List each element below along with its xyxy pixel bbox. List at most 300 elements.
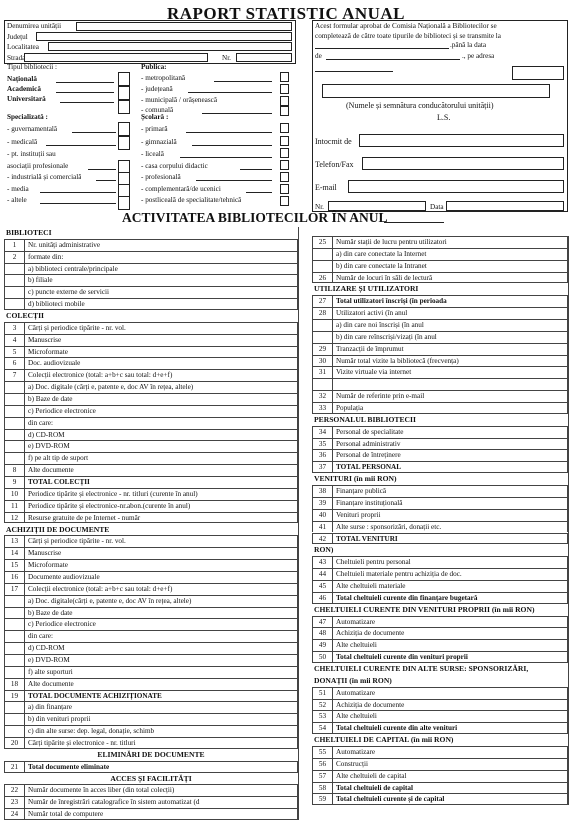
row-number: 29 [313,344,333,355]
left-table-row [4,595,298,607]
row-number: 28 [313,308,333,319]
right-table-row [312,592,568,604]
school-label: Școlară : [141,114,169,121]
type-national-checkbox[interactable] [118,72,130,86]
right-table-row [312,236,568,248]
row-label: Nr. unități administrative [28,240,101,249]
row-number [5,596,25,607]
right-table-row [312,248,568,260]
left-table-row [4,690,298,702]
library-type-label: Tipul bibliotecii : [7,64,58,71]
row-label: Populația [336,404,364,413]
spec-associations: asociații profesionale [7,163,69,170]
left-table-row [4,452,298,464]
row-label: b) din care reînscriși/vizați (în anul [336,332,437,341]
spec-checkbox-2[interactable] [118,136,130,150]
row-number: 25 [313,237,333,248]
left-table-row [4,808,298,820]
school-professional: - profesională [141,174,181,181]
row-number [5,430,25,441]
row-label: Alte documente [28,679,74,688]
row-label: Număr documente în acces liber (din total colecții) [28,786,175,795]
row-number [313,320,333,331]
row-number: 4 [5,335,25,346]
street-field[interactable] [24,53,208,62]
row-label: Alte surse : sponsorizări, donații etc. [336,522,442,531]
phone-fax-field[interactable] [362,157,564,170]
row-label: d) CD-ROM [28,430,65,439]
row-label: Colecții electronice (total: a+b+c sau total: d+e+f) [28,584,173,593]
right-table-row [312,722,568,734]
row-label: Manuscrise [28,549,62,558]
row-number: 37 [313,462,333,472]
row-label: Automatizare [336,688,376,697]
spec-checkbox-1[interactable] [118,122,130,136]
right-table-row [312,355,568,367]
public-checkbox-3[interactable] [280,96,289,106]
row-number [5,441,25,452]
left-table-row [4,393,298,405]
left-table-row [4,464,298,476]
right-section-heading: UTILIZARE ȘI UTILIZATORI [314,284,419,294]
right-table-row [312,272,568,284]
left-table-row [4,737,298,749]
type-university: Universitară [7,96,46,103]
row-label: Număr de înregistrări catalografice în sistem automatizat (d [28,798,200,807]
row-label: Utilizatori activi (în anul [336,309,408,318]
row-number: 8 [5,465,25,476]
row-label: Total documente eliminate [28,762,110,771]
left-table-row [4,642,298,654]
right-table-row [312,449,568,461]
row-number: 27 [313,296,333,307]
row-label: a) Doc. digitale(cărți e, patente e, doc AV în rețea, altele) [28,596,192,605]
school-checkbox-6[interactable] [280,184,289,194]
right-table-row [312,438,568,450]
row-label: e) DVD-ROM [28,442,70,451]
row-label: Total cheltuieli curente din finanțare bugetară [336,593,478,602]
left-table-row [4,488,298,500]
row-label: Cărți și periodice tipărite - nr. vol. [28,323,126,332]
type-university-checkbox[interactable] [118,100,130,114]
right-table-row [312,390,568,402]
row-number: 24 [5,809,25,819]
right-table-row [312,770,568,782]
row-number: 40 [313,510,333,521]
right-table-row [312,331,568,343]
row-number: 53 [313,711,333,722]
row-label: TOTAL COLECȚII [28,478,90,487]
row-label: Tranzacții de împrumut [336,344,404,353]
doc-number-label: Nr. [315,204,324,211]
right-table-row [312,402,568,414]
public-checkbox-1[interactable] [280,72,289,82]
left-table-row [4,429,298,441]
row-number: 33 [313,403,333,413]
city-field[interactable] [48,42,292,51]
row-number [5,702,25,713]
row-label: Achiziția de documente [336,700,405,709]
public-checkbox-4[interactable] [280,106,289,116]
row-label: d) biblioteci mobile [28,300,85,309]
row-label: a) din care noi înscriși (în anul [336,321,424,330]
left-table-row [4,417,298,429]
row-label: f) alte suporturi [28,667,73,676]
row-label: Total cheltuieli curente din venituri proprii [336,653,468,662]
row-number: 26 [313,273,333,283]
right-section-heading: PERSONALUL BIBLIOTECII [314,414,416,424]
row-number [5,275,25,286]
spec-media: - media [7,186,29,193]
notice-line-4: de [315,53,322,60]
row-number: 38 [313,486,333,497]
right-table-row [312,616,568,628]
school-checkbox-2[interactable] [280,136,289,146]
prepared-by-label: Întocmit de [315,138,352,146]
row-number: 56 [313,759,333,770]
left-section-heading: BIBLIOTECI [6,228,52,237]
public-county: - județeană [141,86,173,93]
row-label: Colecții electronice (total: a+b+c sau total: d+e+f) [28,371,173,380]
right-table-row [312,699,568,711]
row-label: Documente audiovizuale [28,572,100,581]
row-number [313,332,333,343]
report-title: RAPORT STATISTIC ANUAL [166,4,406,23]
right-table-row [312,521,568,533]
right-table-row [312,793,568,805]
row-label: Personal administrativ [336,439,401,448]
row-label: Automatizare [336,747,376,756]
row-number: 58 [313,783,333,794]
row-label: Microformate [28,561,68,570]
public-communal: - comunală [141,107,174,114]
right-table-row [312,568,568,580]
row-number [313,379,333,390]
email-field[interactable] [348,180,564,193]
row-number: 7 [5,370,25,381]
signature-label: (Numele și semnătura conducătorului unității) [346,102,494,110]
right-table-row [312,556,568,568]
left-table-row [4,761,298,773]
right-table-row [312,461,568,473]
spec-other: - altele [7,197,27,204]
left-table-row [4,334,298,346]
right-section-heading: CHELTUIELI CURENTE DIN VENITURI PROPRII (în mii RON) [314,604,535,614]
right-section-heading: CHELTUIELI CURENTE DIN ALTE SURSE: SPONSORIZĂRI, [314,663,529,673]
row-label: Achiziția de documente [336,629,405,638]
row-label: c) Periodice electronice [28,406,96,415]
street-label: Strada [7,55,26,62]
row-label: Finanțare publică [336,487,387,496]
left-table-row [4,346,298,358]
row-number [5,406,25,417]
row-label: TOTAL PERSONAL [336,463,402,472]
right-section-heading: RON) [314,545,334,555]
right-table-row [312,307,568,319]
row-label: Construcții [336,759,368,768]
row-label: a) din care conectate la Internet [336,249,427,258]
right-table-row [312,746,568,758]
left-table-row [4,274,298,286]
left-table-row [4,239,298,251]
left-table-row [4,678,298,690]
row-label: Resurse gratuite de pe Internet - număr [28,513,141,522]
row-label: Alte documente [28,466,74,475]
left-table-row [4,784,298,796]
row-number: 14 [5,548,25,559]
notice-line-3: .până la data [450,42,487,49]
school-checkbox-1[interactable] [280,123,289,133]
row-label: Venituri proprii [336,510,381,519]
signature-field[interactable] [322,84,550,98]
row-number: 23 [5,797,25,808]
row-number: 41 [313,522,333,533]
row-label: Cărți tipărite și electronice - nr. titluri [28,738,136,747]
row-label: Microformate [28,347,68,356]
school-teachers-house: - casa corpului didactic [141,163,208,170]
spec-checkbox-6[interactable] [118,196,130,210]
right-table-row [312,639,568,651]
row-number: 55 [313,747,333,758]
row-label: Număr total de computere [28,810,104,819]
address-field[interactable] [512,66,564,80]
row-number: 52 [313,700,333,711]
row-number: 15 [5,560,25,571]
ls-label: L.S. [437,114,451,122]
row-number: 46 [313,593,333,603]
unit-name-label: Denumirea unității [7,23,62,30]
spec-medical: - medicală [7,139,38,146]
row-label: b) Baze de date [28,395,73,404]
right-table-row [312,485,568,497]
row-label: TOTAL DOCUMENTE ACHIZIȚIONATE [28,691,162,700]
right-table-row [312,426,568,438]
row-label: Cărți și periodice tipărite - nr. vol. [28,537,126,546]
row-label: Alte cheltuieli materiale [336,581,406,590]
school-checkbox-7[interactable] [280,196,289,206]
school-postsecondary: - postliceală de specialitate/tehnică [141,197,242,204]
left-value-column[interactable] [298,227,299,820]
right-table-row [312,782,568,794]
left-section-heading: ELIMINĂRI DE DOCUMENTE [97,749,205,759]
row-label: Număr de referinte prin e-mail [336,392,425,401]
right-table-row [312,627,568,639]
spec-institutions: - pt. instituții sau [7,151,56,158]
right-table-row [312,366,568,378]
row-number: 35 [313,439,333,450]
left-table-row [4,322,298,334]
right-table-row [312,343,568,355]
left-table-row [4,500,298,512]
right-table-row [312,509,568,521]
row-number: 49 [313,640,333,651]
row-label: din care: [28,418,53,427]
row-number [5,726,25,737]
row-number: 36 [313,450,333,461]
row-number: 34 [313,427,333,438]
row-label: c) din alte surse: dep. legal, donație, schimb [28,727,155,736]
row-label: Alte cheltuieli de capital [336,771,407,780]
left-table-row [4,607,298,619]
row-number: 45 [313,581,333,592]
year-field[interactable] [384,222,444,223]
school-checkbox-5[interactable] [280,172,289,182]
left-table-row [4,630,298,642]
row-number: 47 [313,617,333,628]
public-label: Publica: [141,64,167,71]
right-table-row [312,497,568,509]
row-number [5,667,25,678]
row-number: 6 [5,358,25,369]
left-section-heading: COLECȚII [6,311,44,321]
row-label: b) Baze de date [28,608,73,617]
city-label: Localitatea [7,44,39,51]
right-table-row [312,295,568,307]
left-table-row [4,725,298,737]
left-table-row [4,298,298,310]
email-label: E-mail [315,184,337,192]
row-label: Număr total vizite la bibliotecă (frecvența) [336,356,459,365]
row-number: 9 [5,477,25,488]
left-table-row [4,618,298,630]
row-number: 48 [313,628,333,639]
row-number: 43 [313,557,333,568]
row-number: 12 [5,513,25,523]
row-label: Manuscrise [28,335,62,344]
row-label: Total cheltuieli de capital [336,783,413,792]
street-number-label: Nr. [222,55,231,62]
street-number-field[interactable] [236,53,292,62]
row-number: 42 [313,534,333,544]
left-table-row [4,666,298,678]
row-label: Cheltuieli pentru personal [336,558,411,567]
county-field[interactable] [36,32,292,41]
row-number: 54 [313,723,333,733]
row-label: TOTAL VENITURI [336,534,398,543]
row-number [5,631,25,642]
row-number: 3 [5,323,25,334]
left-table-row [4,547,298,559]
row-number [5,287,25,298]
prepared-by-field[interactable] [359,134,564,147]
row-number: 50 [313,652,333,662]
row-number [5,453,25,464]
type-national: Națională [7,76,37,83]
row-label: Alte cheltuieli [336,641,377,650]
school-checkbox-4[interactable] [280,160,289,170]
left-table-row [4,796,298,808]
county-label: Județul [7,34,28,41]
row-number: 22 [5,785,25,796]
right-table-row [312,533,568,545]
spec-governmental: - guvernamentală [7,126,58,133]
row-number: 20 [5,738,25,748]
row-number [5,655,25,666]
row-number [5,382,25,393]
row-label: Total cheltuieli curente și de capital [336,795,445,804]
row-number: 11 [5,501,25,512]
doc-date-label: Data [430,204,444,211]
doc-date-field[interactable] [446,201,564,211]
row-label: c) Periodice electronice [28,620,96,629]
notice-line-2: completează de către toate tipurile de biblioteci și se transmite la [315,33,501,40]
row-label: Doc. audiovizuale [28,359,81,368]
row-number: 32 [313,391,333,402]
row-number: 13 [5,536,25,547]
left-table-row [4,571,298,583]
row-number: 1 [5,240,25,251]
school-checkbox-3[interactable] [280,148,289,158]
activity-subtitle: ACTIVITATEA BIBLIOTECILOR ÎN ANUL [122,210,388,225]
row-label: Număr stații de lucru pentru utilizatori [336,238,447,246]
right-table-row [312,758,568,770]
row-number: 30 [313,356,333,367]
row-number: 59 [313,794,333,804]
row-number [5,714,25,725]
left-table-row [4,535,298,547]
row-label: Finanțare instituțională [336,498,403,507]
left-table-row [4,357,298,369]
right-section-heading: CHELTUIELI DE CAPITAL (în mii RON) [314,735,454,745]
left-table-row [4,583,298,595]
row-number: 21 [5,762,25,772]
left-table-row [4,559,298,571]
left-table-row [4,713,298,725]
school-complementary: - complementară/de ucenici [141,186,221,193]
left-section-heading: ACCES ȘI FACILITĂȚI [110,773,192,783]
right-section-heading: VENITURI (în mii RON) [314,474,397,484]
row-label: a) Doc. digitale (cărți e, patente e, doc AV în rețea, altele) [28,383,194,392]
row-label: b) filiale [28,276,53,285]
phone-fax-label: Telefon/Fax [315,161,354,169]
left-table-row [4,286,298,298]
row-label: Periodice tipărite și electronice - nr. titluri (curente în anul) [28,489,198,498]
left-table-row [4,476,298,488]
right-table-row [312,260,568,272]
row-label: Cheltuieli materiale pentru achiziția de doc. [336,570,462,579]
row-label: c) puncte externe de servicii [28,288,110,297]
public-checkbox-2[interactable] [280,84,289,94]
row-label: Automatizare [336,617,376,626]
row-number [313,261,333,272]
row-number: 39 [313,498,333,509]
row-label: Periodice tipărite și electronice-nr.abon.(curente în anul) [28,501,191,510]
public-municipal: - municipală / orășenească [141,97,218,104]
right-table-row [312,687,568,699]
row-label: Vizite virtuale via internet [336,368,412,377]
row-label: Personal de întreținere [336,451,401,460]
left-table-row [4,381,298,393]
row-label: Alte cheltuieli [336,712,377,721]
row-number: 57 [313,771,333,782]
row-label: Număr de locuri în săli de lectură [336,273,433,282]
type-academic-checkbox[interactable] [118,86,130,100]
row-number: 51 [313,688,333,699]
right-value-column[interactable] [568,236,569,805]
row-number [5,643,25,654]
unit-name-field[interactable] [76,22,292,31]
row-number [5,418,25,429]
row-label: d) CD-ROM [28,644,65,653]
row-number [5,608,25,619]
right-table-row [312,710,568,722]
row-number [5,299,25,309]
row-label: e) DVD-ROM [28,655,70,664]
row-number: 2 [5,252,25,263]
row-number: 5 [5,347,25,358]
row-label: a) biblioteci centrale/principale [28,264,118,273]
row-label: Total cheltuieli curente din alte venituri [336,724,458,733]
